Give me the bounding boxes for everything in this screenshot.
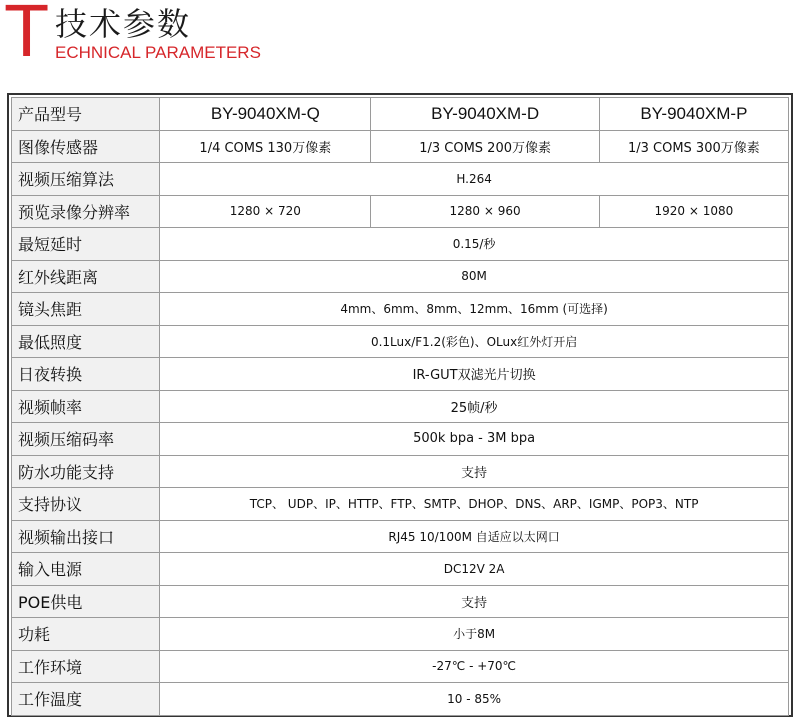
- table-row: [12, 390, 789, 423]
- row-label-model: 产品型号: [12, 98, 160, 131]
- table-row: [12, 553, 789, 586]
- sensor-p: 1/3 COMS 300万像素: [599, 130, 788, 163]
- ir-distance-value: 80M: [160, 260, 789, 293]
- spec-table: [11, 97, 789, 716]
- table-row: [12, 260, 789, 293]
- page-title: 技术参数: [55, 5, 192, 43]
- row-label-bitrate: 视频压缩码率: [12, 423, 160, 456]
- video-out-value: RJ45 10/100M 自适应以太网口: [160, 520, 789, 553]
- table-row: [12, 683, 789, 716]
- row-label-ir-distance: 红外线距离: [12, 260, 160, 293]
- model-q: BY-9040XM-Q: [160, 98, 371, 131]
- row-label-video-out: 视频输出接口: [12, 520, 160, 553]
- table-row: [12, 585, 789, 618]
- environment-value: -27℃ - +70℃: [160, 650, 789, 683]
- title-initial-letter: T: [4, 0, 50, 72]
- waterproof-value: 支持: [160, 455, 789, 488]
- table-row: [12, 520, 789, 553]
- table-row: [12, 130, 789, 163]
- model-d: BY-9040XM-D: [371, 98, 599, 131]
- row-label-frame-rate: 视频帧率: [12, 390, 160, 423]
- model-p: BY-9040XM-P: [599, 98, 788, 131]
- power-value: DC12V 2A: [160, 553, 789, 586]
- spec-table-frame: [7, 93, 793, 717]
- table-row: [12, 618, 789, 651]
- day-night-value: IR-GUT双滤光片切换: [160, 358, 789, 391]
- row-label-protocols: 支持协议: [12, 488, 160, 521]
- table-row: [12, 325, 789, 358]
- row-label-resolution: 预览录像分辨率: [12, 195, 160, 228]
- table-row: [12, 358, 789, 391]
- latency-value: 0.15/秒: [160, 228, 789, 261]
- row-label-temperature: 工作温度: [12, 683, 160, 716]
- sensor-d: 1/3 COMS 200万像素: [371, 130, 599, 163]
- compression-value: H.264: [160, 163, 789, 196]
- row-label-latency: 最短延时: [12, 228, 160, 261]
- table-row: [12, 195, 789, 228]
- page-header: [0, 0, 800, 80]
- row-label-sensor: 图像传感器: [12, 130, 160, 163]
- resolution-d: 1280 × 960: [371, 195, 599, 228]
- row-label-consumption: 功耗: [12, 618, 160, 651]
- table-row: [12, 423, 789, 456]
- row-label-power: 输入电源: [12, 553, 160, 586]
- table-row: [12, 228, 789, 261]
- temperature-value: 10 - 85%: [160, 683, 789, 716]
- row-label-day-night: 日夜转换: [12, 358, 160, 391]
- frame-rate-value: 25帧/秒: [160, 390, 789, 423]
- page-subtitle: ECHNICAL PARAMETERS: [55, 43, 261, 62]
- row-label-waterproof: 防水功能支持: [12, 455, 160, 488]
- resolution-q: 1280 × 720: [160, 195, 371, 228]
- resolution-p: 1920 × 1080: [599, 195, 788, 228]
- illumination-value: 0.1Lux/F1.2(彩色)、OLux红外灯开启: [160, 325, 789, 358]
- bitrate-value: 500k bpa - 3M bpa: [160, 423, 789, 456]
- table-row: [12, 650, 789, 683]
- consumption-value: 小于8M: [160, 618, 789, 651]
- row-label-focal: 镜头焦距: [12, 293, 160, 326]
- table-row: [12, 455, 789, 488]
- sensor-q: 1/4 COMS 130万像素: [160, 130, 371, 163]
- row-label-environment: 工作环境: [12, 650, 160, 683]
- table-row: [12, 98, 789, 131]
- table-row: [12, 163, 789, 196]
- protocols-value: TCP、 UDP、IP、HTTP、FTP、SMTP、DHOP、DNS、ARP、IGMP、POP3、NTP: [160, 488, 789, 521]
- row-label-poe: POE供电: [12, 585, 160, 618]
- row-label-illumination: 最低照度: [12, 325, 160, 358]
- poe-value: 支持: [160, 585, 789, 618]
- table-row: [12, 488, 789, 521]
- table-row: [12, 293, 789, 326]
- focal-value: 4mm、6mm、8mm、12mm、16mm (可选择): [160, 293, 789, 326]
- row-label-compression: 视频压缩算法: [12, 163, 160, 196]
